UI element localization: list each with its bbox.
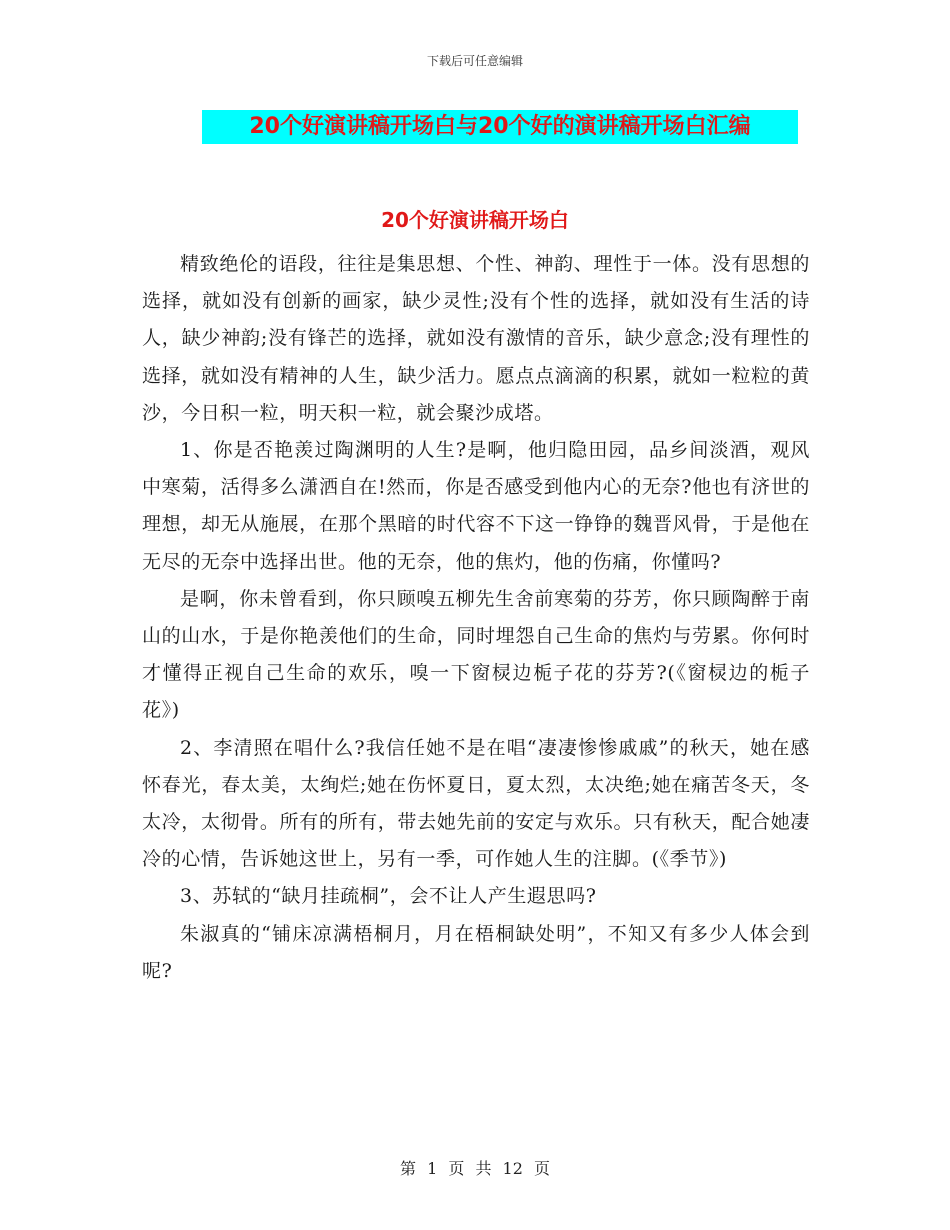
- paragraph-2: 2、李清照在唱什么?我信任她不是在唱“凄凄惨惨戚戚”的秋天，她在感怀春光，春太美，太绚烂;她在伤怀夏日，夏太烈，太决绝;她在痛苦冬天，冬太冷，太彻骨。所有的所有，带去她先前的安定与欢乐。只有秋天，配合她凄冷的心情，告诉她这世上，另有一季，可作她人生的注脚。(《季节》): [142, 736, 810, 871]
- paragraph-1: 1、你是否艳羡过陶渊明的人生?是啊，他归隐田园，品乡间淡酒，观风中寒菊，活得多么潇洒自在!然而，你是否感受到他内心的无奈?他也有济世的理想，却无从施展，在那个黑暗的时代容不下这一铮铮的魏晋风骨，于是他在无尽的无奈中选择出世。他的无奈，他的焦灼，他的伤痛，你懂吗?: [142, 439, 810, 573]
- paragraph-intro: 精致绝伦的语段，往往是集思想、个性、神韵、理性于一体。没有思想的选择，就如没有创新的画家，缺少灵性;没有个性的选择，就如没有生活的诗人，缺少神韵;没有锋芒的选择，就如没有激情的音乐，缺少意念;没有理性的选择，就如没有精神的人生，缺少活力。愿点点滴滴的积累，就如一粒粒的黄沙，今日积一粒，明天积一粒，就会聚沙成塔。: [142, 253, 810, 424]
- page-footer: 第 1 页 共 12 页: [400, 1159, 550, 1178]
- document-body: [142, 246, 810, 990]
- document-title-highlight: [202, 110, 798, 144]
- section-title: 20个好演讲稿开场白: [381, 208, 569, 232]
- header-note: 下载后可任意编辑: [426, 54, 523, 68]
- paragraph-3-continued: 朱淑真的“铺床凉满梧桐月，月在梧桐缺处明”，不知又有多少人体会到呢?: [142, 922, 810, 982]
- document-title: 20个好演讲稿开场白与20个好的演讲稿开场白汇编: [249, 114, 751, 139]
- paragraph-3: 3、苏轼的“缺月挂疏桐”，会不让人产生遐思吗?: [180, 885, 597, 908]
- paragraph-1-continued: 是啊，你未曾看到，你只顾嗅五柳先生舍前寒菊的芬芳，你只顾陶醉于南山的山水，于是你艳羡他们的生命，同时埋怨自己生命的焦灼与劳累。你何时才懂得正视自己生命的欢乐，嗅一下窗棂边栀子花的芬芳?(《窗棂边的栀子花》): [142, 587, 810, 722]
